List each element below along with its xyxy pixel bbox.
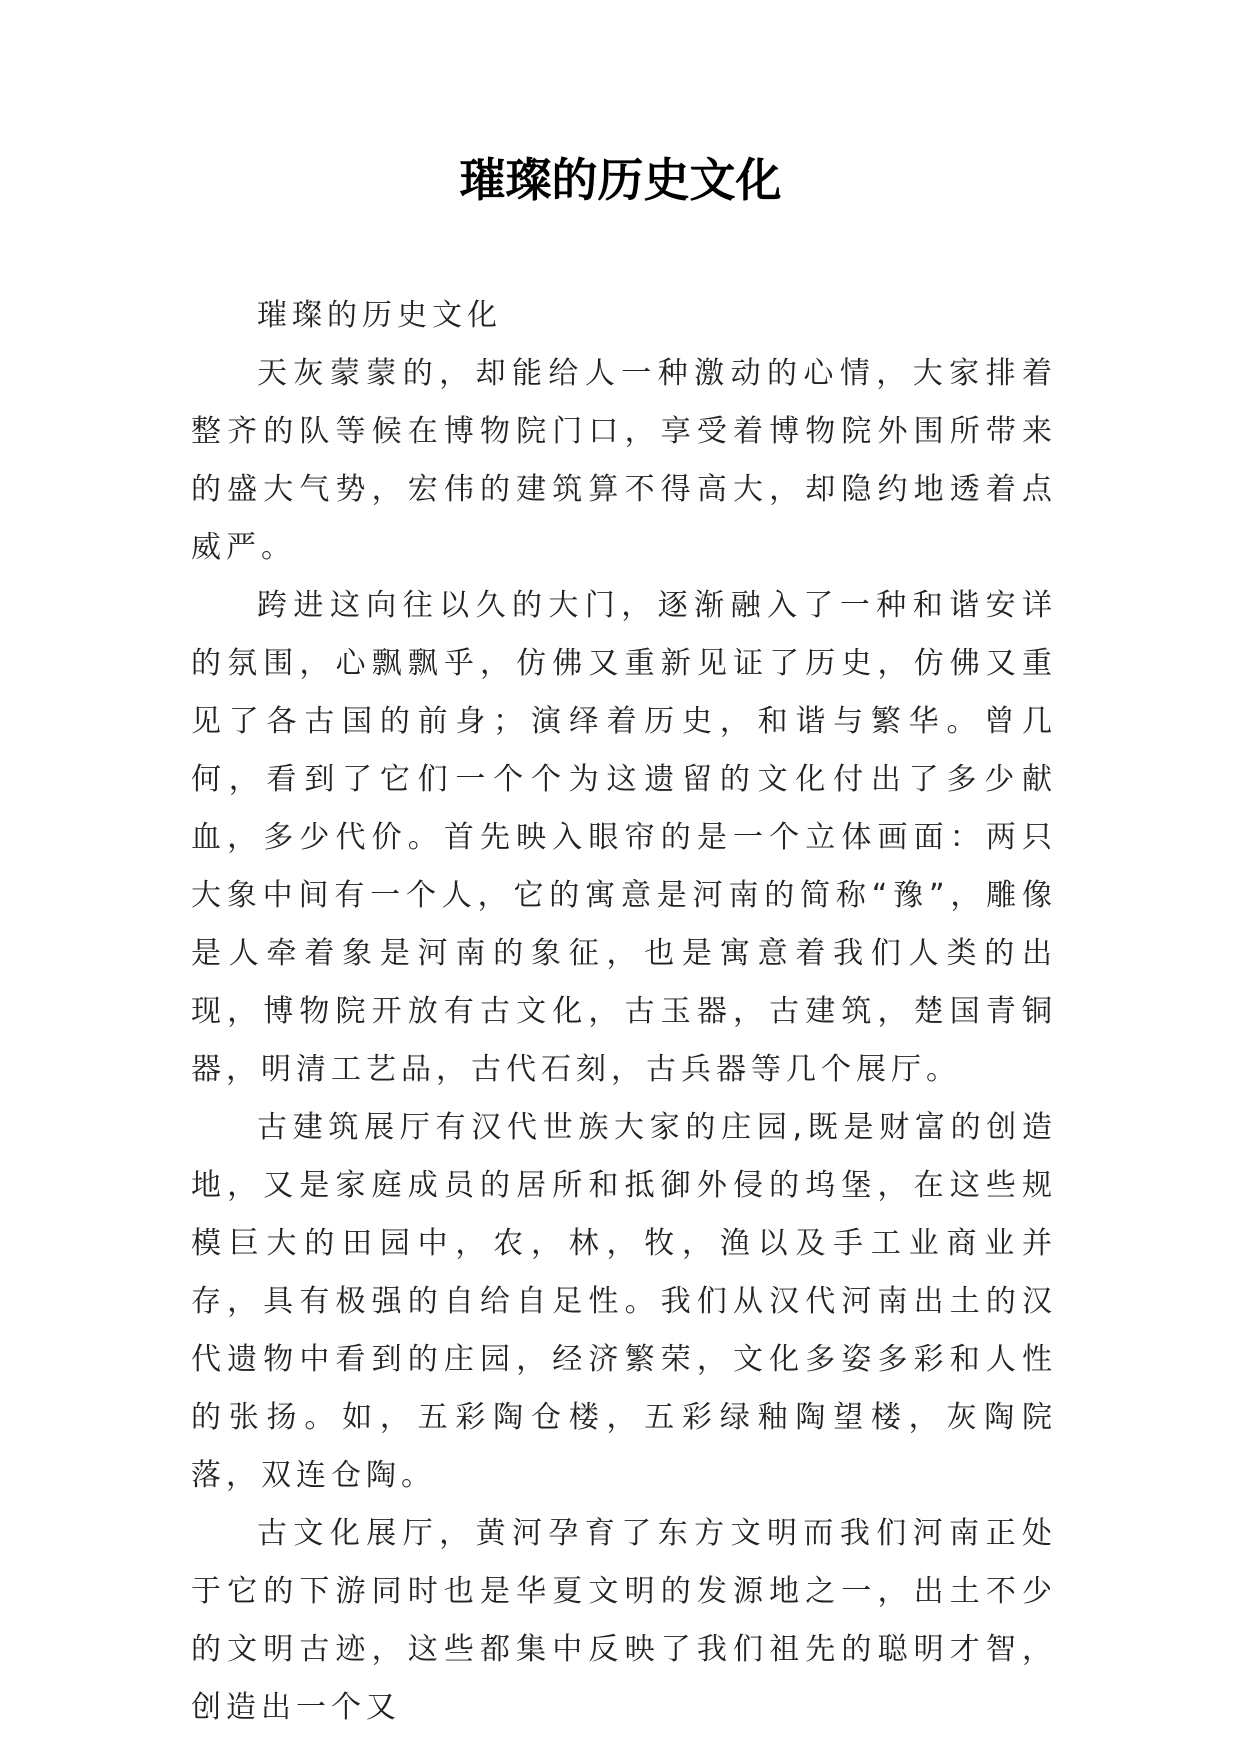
paragraph: 古建筑展厅有汉代世族大家的庄园,既是财富的创造地，又是家庭成员的居所和抵御外侵的坞堡，在这些规模巨大的田园中，农，林，牧，渔以及手工业商业并存，具有极强的自给自足性。我们从汉代河南出土的汉代遗物中看到的庄园，经济繁荣，文化多姿多彩和人性的张扬。如，五彩陶仓楼，五彩绿釉陶望楼，灰陶院落，双连仓陶。: [191, 1110, 1057, 1493]
paragraph: 跨进这向往以久的大门，逐渐融入了一种和谐安详的氛围，心飘飘乎，仿佛又重新见证了历史，仿佛又重见了各古国的前身；演绎着历史，和谐与繁华。曾几何，看到了它们一个个为这遗留的文化付出了多少献血，多少代价。首先映入眼帘的是一个立体画面：两只大象中间有一个人，它的寓意是河南的简称“豫”，雕像是人牵着象是河南的象征，也是寓意着我们人类的出现，博物院开放有古文化，古玉器，古建筑，楚国青铜器，明清工艺品，古代石刻，古兵器等几个展厅。: [191, 588, 1057, 1087]
document-title: 璀璨的历史文化: [459, 153, 782, 207]
paragraph: 璀璨的历史文化: [257, 298, 502, 333]
paragraph: 古文化展厅，黄河孕育了东方文明而我们河南正处于它的下游同时也是华夏文明的发源地之一，出土不少的文明古迹，这些都集中反映了我们祖先的聪明才智，创造出一个又: [191, 1516, 1057, 1725]
document-body: [191, 287, 1057, 1737]
paragraph: 天灰蒙蒙的，却能给人一种激动的心情，大家排着整齐的队等候在博物院门口，享受着博物院外围所带来的盛大气势，宏伟的建筑算不得高大，却隐约地透着点威严。: [191, 356, 1057, 565]
